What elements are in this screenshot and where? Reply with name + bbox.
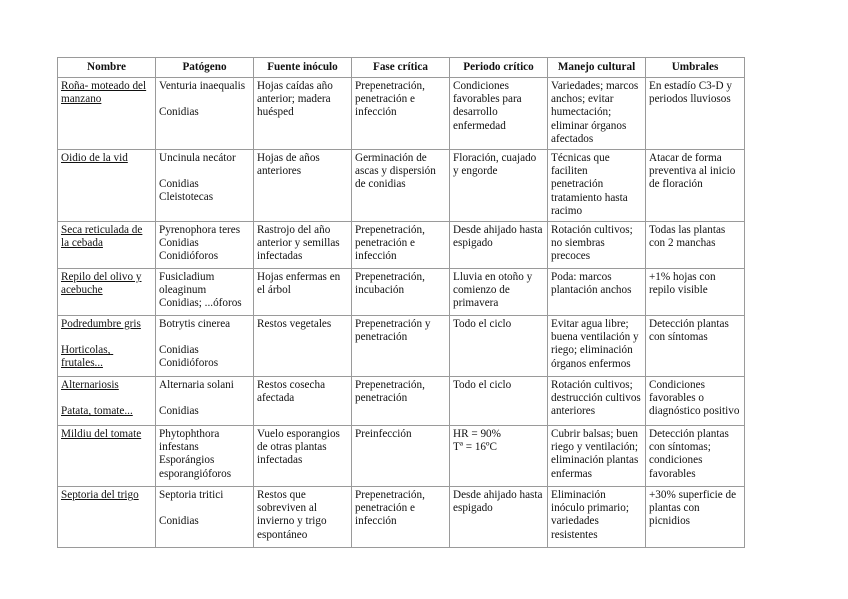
cell-fuente: Vuelo esporangios de otras plantas infectadas — [254, 426, 352, 487]
table-row — [58, 269, 745, 316]
cell-umbrales: Todas las plantas con 2 manchas — [646, 222, 745, 269]
cell-umbrales: Condiciones favorables o diagnóstico positivo — [646, 377, 745, 426]
cell-patogeno — [156, 269, 254, 316]
cell-fuente: Restos que sobreviven al invierno y trigo espontáneo — [254, 487, 352, 548]
pathogen-line: Alternaria solani — [159, 379, 234, 392]
header-row — [58, 58, 745, 78]
cell-umbrales: +1% hojas con repilo visible — [646, 269, 745, 316]
cell-manejo: Poda: marcos plantación anchos — [548, 269, 646, 316]
cell-manejo: Técnicas que faciliten penetración tratamiento hasta racimo — [548, 150, 646, 222]
header-fuente-inoculo: Fuente inóculo — [254, 58, 352, 78]
cell-periodo: Lluvia en otoño y comienzo de primavera — [450, 269, 548, 316]
cell-manejo: Rotación cultivos; no siembras precoces — [548, 222, 646, 269]
cell-fuente: Restos cosecha afectada — [254, 377, 352, 426]
cell-nombre — [58, 150, 156, 222]
cell-periodo: Desde ahijado hasta espigado — [450, 222, 548, 269]
cell-nombre — [58, 269, 156, 316]
humidity-value: HR = 90% — [453, 428, 501, 441]
cell-fase: Prepenetración, penetración e infección — [352, 222, 450, 269]
table-row — [58, 78, 745, 150]
disease-name: Alternariosis — [61, 379, 119, 392]
disease-name: Podredumbre gris — [61, 318, 141, 331]
cell-nombre — [58, 377, 156, 426]
cell-fase: Germinación de ascas y dispersión de conidias — [352, 150, 450, 222]
cell-nombre — [58, 222, 156, 269]
cell-umbrales: +30% superficie de plantas con picnidios — [646, 487, 745, 548]
disease-name: Mildiu del tomate — [61, 428, 142, 441]
pathogen-line: Conidias — [159, 405, 199, 418]
table-row — [58, 377, 745, 426]
cell-patogeno — [156, 316, 254, 377]
cell-periodo: Condiciones favorables para desarrollo enfermedad — [450, 78, 548, 150]
table-row — [58, 316, 745, 377]
cell-umbrales: Detección plantas con síntomas — [646, 316, 745, 377]
table-row — [58, 150, 745, 222]
header-patogeno: Patógeno — [156, 58, 254, 78]
cell-patogeno — [156, 426, 254, 487]
cell-nombre — [58, 487, 156, 548]
pathogen-line: Pyrenophora teres — [159, 224, 241, 237]
cell-fuente: Hojas enfermas en el árbol — [254, 269, 352, 316]
disease-name: Roña- moteado del manzano — [61, 80, 147, 106]
cell-fuente: Rastrojo del año anterior y semillas infectadas — [254, 222, 352, 269]
cell-manejo: Evitar agua libre; buena ventilación y riego; eliminación órganos enfermos — [548, 316, 646, 377]
cell-fase: Prepenetración y penetración — [352, 316, 450, 377]
pathogen-line: Fusicladium oleaginum — [159, 271, 218, 297]
cell-fase: Preinfección — [352, 426, 450, 487]
disease-name: Septoria del trigo — [61, 489, 139, 502]
pathogen-line: Phytophthora infestans — [159, 428, 223, 454]
cell-patogeno — [156, 377, 254, 426]
host-crops: Horticolas, frutales... — [61, 344, 114, 370]
header-fase-critica: Fase crítica — [352, 58, 450, 78]
disease-table — [57, 57, 745, 548]
pathogen-line: Botrytis cinerea — [159, 318, 231, 331]
pathogen-line: Uncinula necátor — [159, 152, 236, 165]
cell-fuente: Hojas caídas año anterior; madera huésped — [254, 78, 352, 150]
table-row — [58, 222, 745, 269]
cell-fase: Prepenetración, penetración — [352, 377, 450, 426]
pathogen-line: Conidias — [159, 515, 199, 528]
cell-periodo: Desde ahijado hasta espigado — [450, 487, 548, 548]
cell-umbrales: Atacar de forma preventiva al inicio de floración — [646, 150, 745, 222]
disease-name: Oidio de la vid — [61, 152, 128, 165]
cell-nombre — [58, 426, 156, 487]
pathogen-line: Conidióforos — [159, 357, 219, 370]
pathogen-line: Venturia inaequalis — [159, 80, 246, 92]
header-nombre: Nombre — [58, 58, 156, 78]
cell-patogeno — [156, 222, 254, 269]
pathogen-line: Conidióforos — [159, 250, 219, 263]
cell-periodo: Todo el ciclo — [450, 377, 548, 426]
cell-patogeno — [156, 78, 254, 150]
cell-patogeno — [156, 487, 254, 548]
cell-fase: Prepenetración, penetración e infección — [352, 78, 450, 150]
cell-fuente: Restos vegetales — [254, 316, 352, 377]
header-umbrales: Umbrales — [646, 58, 745, 78]
cell-fase: Prepenetración, incubación — [352, 269, 450, 316]
cell-manejo: Eliminación inóculo primario; variedades resistentes — [548, 487, 646, 548]
pathogen-line: Esporángios esporangióforos — [159, 454, 232, 480]
cell-periodo: Floración, cuajado y engorde — [450, 150, 548, 222]
cell-periodo — [450, 426, 548, 487]
pathogen-line: Conidias; ...óforos — [159, 297, 242, 310]
pathogen-line: Septoria tritici — [159, 489, 224, 502]
pathogen-line: Conidias — [159, 178, 199, 191]
disease-name: Seca reticulada de la cebada — [61, 224, 143, 250]
cell-nombre — [58, 78, 156, 150]
pathogen-line: Conidias — [159, 237, 199, 250]
cell-fuente: Hojas de años anteriores — [254, 150, 352, 222]
cell-manejo: Variedades; marcos anchos; evitar humectación; eliminar órganos afectados — [548, 78, 646, 150]
table-row — [58, 426, 745, 487]
cell-manejo: Rotación cultivos; destrucción cultivos anteriores — [548, 377, 646, 426]
header-manejo-cultural: Manejo cultural — [548, 58, 646, 78]
pathogen-line: Conidias — [159, 344, 199, 357]
host-crops: Patata, tomate... — [61, 405, 133, 418]
temperature-value: Tª = 16ºC — [453, 441, 497, 454]
cell-periodo: Todo el ciclo — [450, 316, 548, 377]
table-row — [58, 487, 745, 548]
cell-manejo: Cubrir balsas; buen riego y ventilación; eliminación plantas enfermas — [548, 426, 646, 487]
cell-umbrales: En estadío C3-D y periodos lluviosos — [646, 78, 745, 150]
document-page — [57, 57, 745, 548]
cell-nombre — [58, 316, 156, 377]
pathogen-line: Conidias — [159, 106, 199, 119]
cell-fase: Prepenetración, penetración e infección — [352, 487, 450, 548]
pathogen-line: Cleistotecas — [159, 191, 214, 204]
disease-name: Repilo del olivo y acebuche — [61, 271, 142, 297]
cell-umbrales: Detección plantas con síntomas; condiciones favorables — [646, 426, 745, 487]
cell-patogeno — [156, 150, 254, 222]
header-periodo-critico: Periodo crítico — [450, 58, 548, 78]
